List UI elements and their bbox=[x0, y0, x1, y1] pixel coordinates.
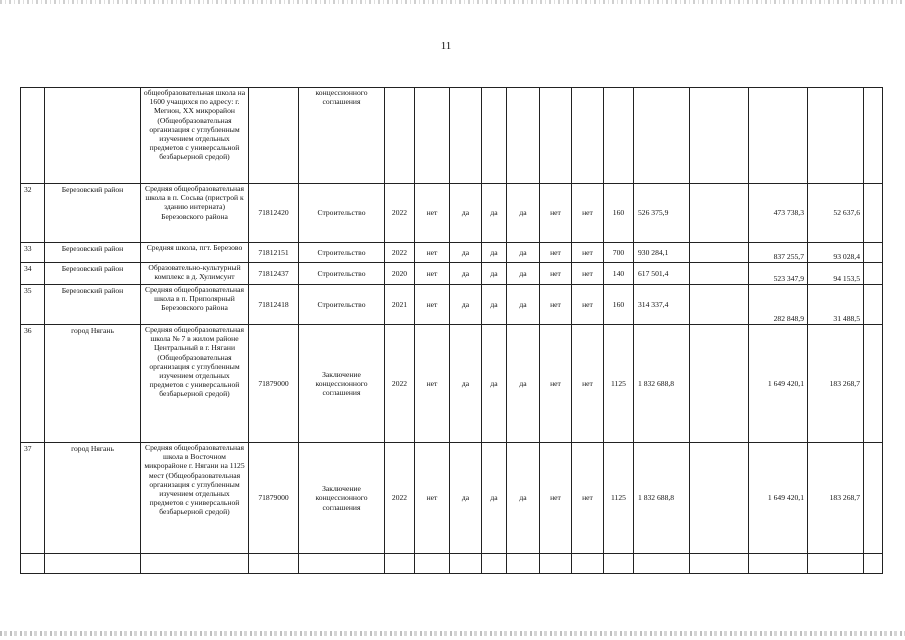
flag-cell: нет bbox=[572, 443, 604, 554]
flag-cell: нет bbox=[415, 325, 450, 443]
federal-budget-cell bbox=[690, 184, 749, 243]
total-cost-cell bbox=[634, 88, 690, 184]
object-name-cell: Средняя общеобразовательная школа № 7 в жилом районе Центральный в г. Нягани (Общеобразовательная организация с углубленным изучением отдельных предметов с универсальной безбарьерной средой) bbox=[141, 325, 249, 443]
object-name-cell: общеобразовательная школа на 1600 учащихся по адресу: г. Мегион, XX микрорайон (Общеобразовательная организация с углубленным изучением отдельных предметов с универсальной безбарьерной средой) bbox=[141, 88, 249, 184]
year-cell bbox=[385, 88, 415, 184]
capacity-cell: 1125 bbox=[604, 443, 634, 554]
row-number: 33 bbox=[21, 243, 45, 263]
flag-cell: да bbox=[450, 325, 482, 443]
flag-cell: да bbox=[482, 263, 507, 285]
flag-cell: нет bbox=[540, 325, 572, 443]
district-cell: Березовский район bbox=[45, 263, 141, 285]
extra-cell bbox=[864, 184, 883, 243]
municipal-budget-cell: 52 637,6 bbox=[808, 184, 864, 243]
district-cell: Березовский район bbox=[45, 243, 141, 263]
municipal-budget-cell: 183 268,7 bbox=[808, 325, 864, 443]
empty-cell bbox=[749, 554, 808, 574]
capacity-cell: 140 bbox=[604, 263, 634, 285]
row-number: 36 bbox=[21, 325, 45, 443]
capacity-cell: 160 bbox=[604, 285, 634, 325]
empty-cell bbox=[482, 554, 507, 574]
object-name-cell: Средняя общеобразовательная школа в п. Приполярный Березовского района bbox=[141, 285, 249, 325]
municipal-budget-cell: 94 153,5 bbox=[808, 263, 864, 285]
mechanism-cell: концессионного соглашения bbox=[299, 88, 385, 184]
scan-edge-bottom bbox=[0, 631, 905, 636]
empty-cell bbox=[604, 554, 634, 574]
regional-budget-cell bbox=[749, 88, 808, 184]
total-cost-cell: 526 375,9 bbox=[634, 184, 690, 243]
year-cell: 2022 bbox=[385, 325, 415, 443]
flag-cell: да bbox=[450, 443, 482, 554]
flag-cell: да bbox=[482, 443, 507, 554]
mechanism-cell: Строительство bbox=[299, 184, 385, 243]
okato-cell: 71812420 bbox=[249, 184, 299, 243]
year-cell: 2022 bbox=[385, 243, 415, 263]
okato-cell: 71812418 bbox=[249, 285, 299, 325]
flag-cell: нет bbox=[415, 184, 450, 243]
flag-cell: нет bbox=[540, 184, 572, 243]
flag-cell: да bbox=[482, 285, 507, 325]
mechanism-cell: Заключение концессионного соглашения bbox=[299, 325, 385, 443]
object-name-cell: Средняя общеобразовательная школа в Восточном микрорайоне г. Нягани на 1125 мест (Общеобразовательная организация с углубленным изучением отдельных предметов с универсальной безбарьерной средой) bbox=[141, 443, 249, 554]
extra-cell bbox=[864, 443, 883, 554]
district-cell: Березовский район bbox=[45, 285, 141, 325]
row-number: 37 bbox=[21, 443, 45, 554]
okato-cell: 71812437 bbox=[249, 263, 299, 285]
flag-cell: нет bbox=[540, 243, 572, 263]
object-name-cell: Образовательно-культурный комплекс в д. Хулимсунт bbox=[141, 263, 249, 285]
empty-cell bbox=[572, 554, 604, 574]
regional-budget-cell: 473 738,3 bbox=[749, 184, 808, 243]
extra-cell bbox=[864, 243, 883, 263]
flag-cell bbox=[572, 88, 604, 184]
capacity-cell: 700 bbox=[604, 243, 634, 263]
regional-budget-cell: 523 347,9 bbox=[749, 263, 808, 285]
federal-budget-cell bbox=[690, 443, 749, 554]
flag-cell: да bbox=[482, 243, 507, 263]
municipal-budget-cell: 31 488,5 bbox=[808, 285, 864, 325]
empty-cell bbox=[45, 554, 141, 574]
flag-cell: нет bbox=[572, 184, 604, 243]
okato-cell bbox=[249, 88, 299, 184]
district-cell: город Нягань bbox=[45, 325, 141, 443]
flag-cell: да bbox=[507, 325, 540, 443]
flag-cell: нет bbox=[540, 285, 572, 325]
row-number bbox=[21, 88, 45, 184]
flag-cell: да bbox=[450, 285, 482, 325]
flag-cell bbox=[450, 88, 482, 184]
table-row bbox=[21, 285, 883, 325]
district-cell bbox=[45, 88, 141, 184]
total-cost-cell: 1 832 688,8 bbox=[634, 443, 690, 554]
federal-budget-cell bbox=[690, 285, 749, 325]
flag-cell: нет bbox=[415, 243, 450, 263]
mechanism-cell: Строительство bbox=[299, 263, 385, 285]
row-number: 35 bbox=[21, 285, 45, 325]
district-cell: Березовский район bbox=[45, 184, 141, 243]
flag-cell: нет bbox=[572, 285, 604, 325]
flag-cell bbox=[415, 88, 450, 184]
federal-budget-cell bbox=[690, 263, 749, 285]
empty-cell bbox=[634, 554, 690, 574]
regional-budget-cell: 282 848,9 bbox=[749, 285, 808, 325]
table-row bbox=[21, 184, 883, 243]
municipal-budget-cell: 93 028,4 bbox=[808, 243, 864, 263]
flag-cell: да bbox=[507, 285, 540, 325]
mechanism-cell: Строительство bbox=[299, 243, 385, 263]
regional-budget-cell: 1 649 420,1 bbox=[749, 443, 808, 554]
empty-cell bbox=[385, 554, 415, 574]
year-cell: 2022 bbox=[385, 184, 415, 243]
total-cost-cell: 314 337,4 bbox=[634, 285, 690, 325]
empty-cell bbox=[690, 554, 749, 574]
flag-cell: да bbox=[450, 243, 482, 263]
flag-cell: да bbox=[507, 443, 540, 554]
empty-cell bbox=[507, 554, 540, 574]
flag-cell: да bbox=[482, 184, 507, 243]
flag-cell: да bbox=[482, 325, 507, 443]
schools-table bbox=[20, 87, 883, 574]
okato-cell: 71879000 bbox=[249, 443, 299, 554]
capacity-cell: 1125 bbox=[604, 325, 634, 443]
flag-cell bbox=[507, 88, 540, 184]
mechanism-cell: Заключение концессионного соглашения bbox=[299, 443, 385, 554]
municipal-budget-cell: 183 268,7 bbox=[808, 443, 864, 554]
extra-cell bbox=[864, 88, 883, 184]
empty-cell bbox=[540, 554, 572, 574]
empty-cell bbox=[141, 554, 249, 574]
table-row bbox=[21, 443, 883, 554]
flag-cell bbox=[482, 88, 507, 184]
flag-cell: нет bbox=[415, 285, 450, 325]
year-cell: 2020 bbox=[385, 263, 415, 285]
flag-cell: нет bbox=[572, 325, 604, 443]
row-number: 32 bbox=[21, 184, 45, 243]
empty-cell bbox=[864, 554, 883, 574]
empty-cell bbox=[21, 554, 45, 574]
year-cell: 2022 bbox=[385, 443, 415, 554]
page-number: 11 bbox=[440, 40, 452, 52]
okato-cell: 71812151 bbox=[249, 243, 299, 263]
district-cell: город Нягань bbox=[45, 443, 141, 554]
mechanism-cell: Строительство bbox=[299, 285, 385, 325]
flag-cell: нет bbox=[572, 263, 604, 285]
extra-cell bbox=[864, 263, 883, 285]
table-row bbox=[21, 325, 883, 443]
empty-cell bbox=[415, 554, 450, 574]
object-name-cell: Средняя школа, пгт. Березово bbox=[141, 243, 249, 263]
empty-cell bbox=[808, 554, 864, 574]
flag-cell: да bbox=[507, 243, 540, 263]
federal-budget-cell bbox=[690, 243, 749, 263]
flag-cell: нет bbox=[572, 243, 604, 263]
flag-cell: да bbox=[450, 184, 482, 243]
year-cell: 2021 bbox=[385, 285, 415, 325]
federal-budget-cell bbox=[690, 325, 749, 443]
okato-cell: 71879000 bbox=[249, 325, 299, 443]
regional-budget-cell: 837 255,7 bbox=[749, 243, 808, 263]
municipal-budget-cell bbox=[808, 88, 864, 184]
flag-cell: нет bbox=[540, 443, 572, 554]
total-cost-cell: 930 284,1 bbox=[634, 243, 690, 263]
scan-edge-top bbox=[0, 0, 905, 4]
flag-cell: нет bbox=[540, 263, 572, 285]
total-cost-cell: 1 832 688,8 bbox=[634, 325, 690, 443]
regional-budget-cell: 1 649 420,1 bbox=[749, 325, 808, 443]
flag-cell: да bbox=[450, 263, 482, 285]
object-name-cell: Средняя общеобразовательная школа в п. Сосьва (пристрой к зданию интерната) Березовского района bbox=[141, 184, 249, 243]
empty-cell bbox=[299, 554, 385, 574]
empty-cell bbox=[249, 554, 299, 574]
flag-cell: нет bbox=[415, 263, 450, 285]
extra-cell bbox=[864, 285, 883, 325]
flag-cell: нет bbox=[415, 443, 450, 554]
total-cost-cell: 617 501,4 bbox=[634, 263, 690, 285]
extra-cell bbox=[864, 325, 883, 443]
capacity-cell: 160 bbox=[604, 184, 634, 243]
flag-cell bbox=[540, 88, 572, 184]
flag-cell: да bbox=[507, 184, 540, 243]
empty-cell bbox=[450, 554, 482, 574]
capacity-cell bbox=[604, 88, 634, 184]
federal-budget-cell bbox=[690, 88, 749, 184]
table-row bbox=[21, 243, 883, 263]
table-row bbox=[21, 263, 883, 285]
row-number: 34 bbox=[21, 263, 45, 285]
table-row bbox=[21, 88, 883, 184]
table-row bbox=[21, 554, 883, 574]
flag-cell: да bbox=[507, 263, 540, 285]
